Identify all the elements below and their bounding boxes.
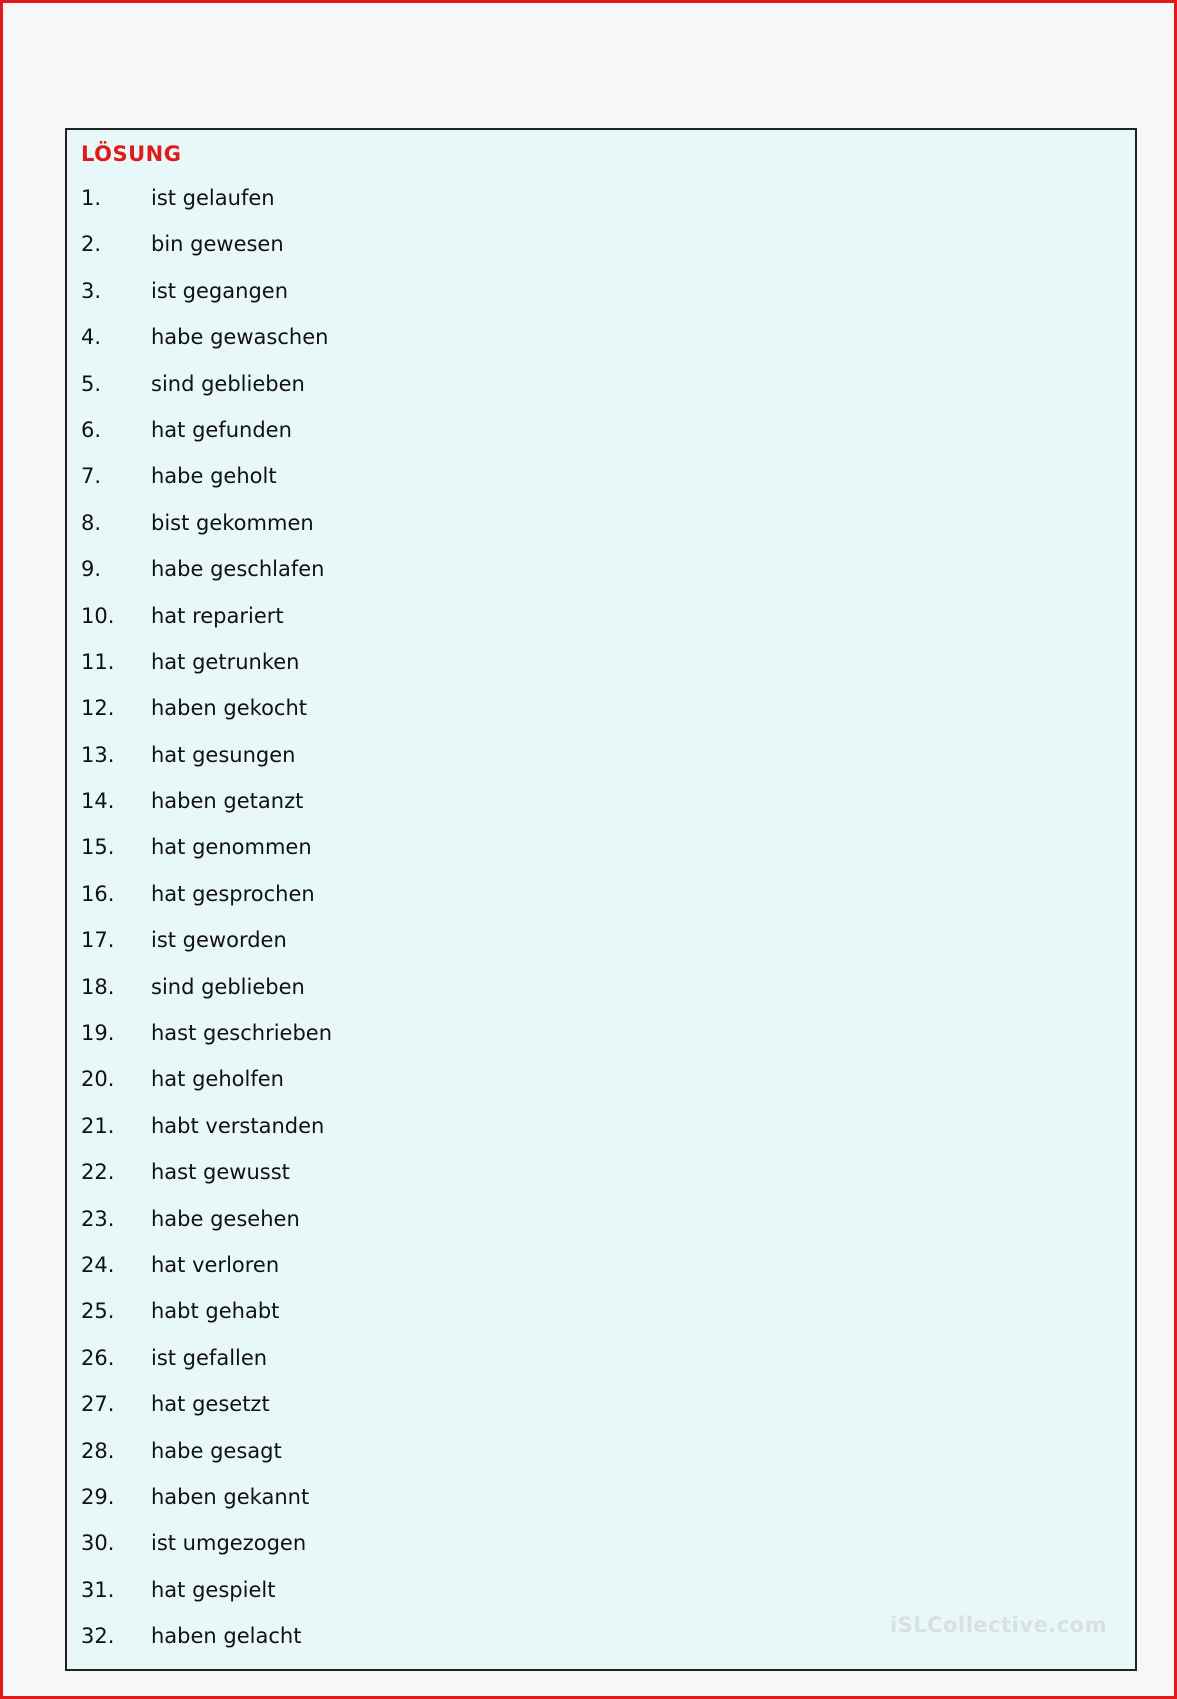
answer-text: ist gelaufen: [151, 186, 275, 210]
answer-row: [81, 1439, 1081, 1485]
answer-row: [81, 186, 1081, 232]
answer-number: 31.: [81, 1577, 115, 1602]
answer-row: [81, 1021, 1081, 1067]
answer-text: ist geworden: [151, 928, 287, 953]
answer-row: [81, 604, 1081, 650]
answer-number: 27.: [81, 1392, 115, 1417]
answer-text: habt verstanden: [151, 1113, 325, 1138]
answer-row: [81, 743, 1081, 789]
answer-text: hat getrunken: [151, 649, 300, 674]
answer-row: [81, 1531, 1081, 1577]
answer-number: 8.: [81, 510, 102, 535]
answer-row: [81, 464, 1081, 510]
answer-text: hat gespielt: [151, 1577, 276, 1602]
answer-row: [81, 1299, 1081, 1345]
answer-number: 19.: [81, 1021, 115, 1046]
answer-number: 1.: [81, 186, 102, 210]
answer-text: haben gekannt: [151, 1484, 310, 1509]
answer-number: 3.: [81, 278, 102, 303]
answer-row: [81, 1114, 1081, 1160]
answer-text: haben gelacht: [151, 1624, 302, 1649]
answer-text: habe geholt: [151, 464, 277, 489]
answer-text: hat genommen: [151, 835, 312, 860]
answer-text: habe gesehen: [151, 1206, 300, 1231]
answer-row: [81, 650, 1081, 696]
answer-number: 22.: [81, 1160, 115, 1185]
answer-number: 7.: [81, 464, 102, 489]
answer-number: 28.: [81, 1438, 115, 1463]
watermark: iSLCollective.com: [889, 1613, 1107, 1637]
answer-number: 14.: [81, 789, 115, 814]
answer-number: 20.: [81, 1067, 115, 1092]
answer-number: 21.: [81, 1113, 115, 1138]
answer-text: ist gegangen: [151, 278, 289, 303]
answer-number: 9.: [81, 557, 102, 582]
answer-text: hast gewusst: [151, 1160, 290, 1185]
answer-number: 10.: [81, 603, 115, 628]
answer-row: [81, 279, 1081, 325]
answer-number: 25.: [81, 1299, 115, 1324]
answer-text: habe geschlafen: [151, 557, 325, 582]
answer-text: hat gefunden: [151, 417, 292, 442]
answer-row: [81, 975, 1081, 1021]
answer-number: 17.: [81, 928, 115, 953]
answer-row: [81, 1253, 1081, 1299]
answer-number: 6.: [81, 417, 102, 442]
answer-text: hat geholfen: [151, 1067, 284, 1092]
answer-number: 30.: [81, 1531, 115, 1556]
page-title: LÖSUNG: [81, 142, 182, 166]
answer-row: [81, 696, 1081, 742]
answer-row: [81, 372, 1081, 418]
answer-text: hat verloren: [151, 1252, 280, 1277]
answer-row: [81, 1485, 1081, 1531]
answer-text: habt gehabt: [151, 1299, 280, 1324]
answer-text: sind geblieben: [151, 371, 305, 396]
answer-text: bin gewesen: [151, 232, 284, 257]
answer-row: [81, 1207, 1081, 1253]
answer-row: [81, 325, 1081, 371]
answer-number: 24.: [81, 1252, 115, 1277]
answer-text: hat gesetzt: [151, 1392, 270, 1417]
answer-row: [81, 1160, 1081, 1206]
answer-text: sind geblieben: [151, 974, 305, 999]
answer-row: [81, 835, 1081, 881]
answer-row: [81, 789, 1081, 835]
answer-row: [81, 557, 1081, 603]
answer-row: [81, 1067, 1081, 1113]
answer-text: hat gesungen: [151, 742, 296, 767]
answer-number: 15.: [81, 835, 115, 860]
answer-text: ist gefallen: [151, 1345, 268, 1370]
answer-text: hat gesprochen: [151, 881, 315, 906]
answer-number: 23.: [81, 1206, 115, 1231]
answer-number: 5.: [81, 371, 102, 396]
answer-row: [81, 882, 1081, 928]
answer-text: habe gesagt: [151, 1438, 282, 1463]
answer-text: bist gekommen: [151, 510, 314, 535]
answer-text: hast geschrieben: [151, 1021, 333, 1046]
answer-number: 13.: [81, 742, 115, 767]
answer-box: [65, 128, 1137, 1671]
answer-text: habe gewaschen: [151, 325, 329, 350]
answer-number: 26.: [81, 1345, 115, 1370]
answer-text: hat repariert: [151, 603, 284, 628]
answer-number: 4.: [81, 325, 102, 350]
answer-number: 32.: [81, 1624, 115, 1649]
answer-text: haben getanzt: [151, 789, 304, 814]
answer-number: 16.: [81, 881, 115, 906]
answer-number: 29.: [81, 1484, 115, 1509]
answer-row: [81, 511, 1081, 557]
answer-number: 18.: [81, 974, 115, 999]
answer-row: [81, 1392, 1081, 1438]
answer-row: [81, 928, 1081, 974]
answer-row: [81, 232, 1081, 278]
answer-number: 11.: [81, 649, 115, 674]
answer-row: [81, 418, 1081, 464]
answer-text: ist umgezogen: [151, 1531, 307, 1556]
answer-list: [81, 186, 1081, 1671]
answer-row: [81, 1346, 1081, 1392]
answer-text: haben gekocht: [151, 696, 308, 721]
answer-number: 2.: [81, 232, 102, 257]
answer-number: 12.: [81, 696, 115, 721]
